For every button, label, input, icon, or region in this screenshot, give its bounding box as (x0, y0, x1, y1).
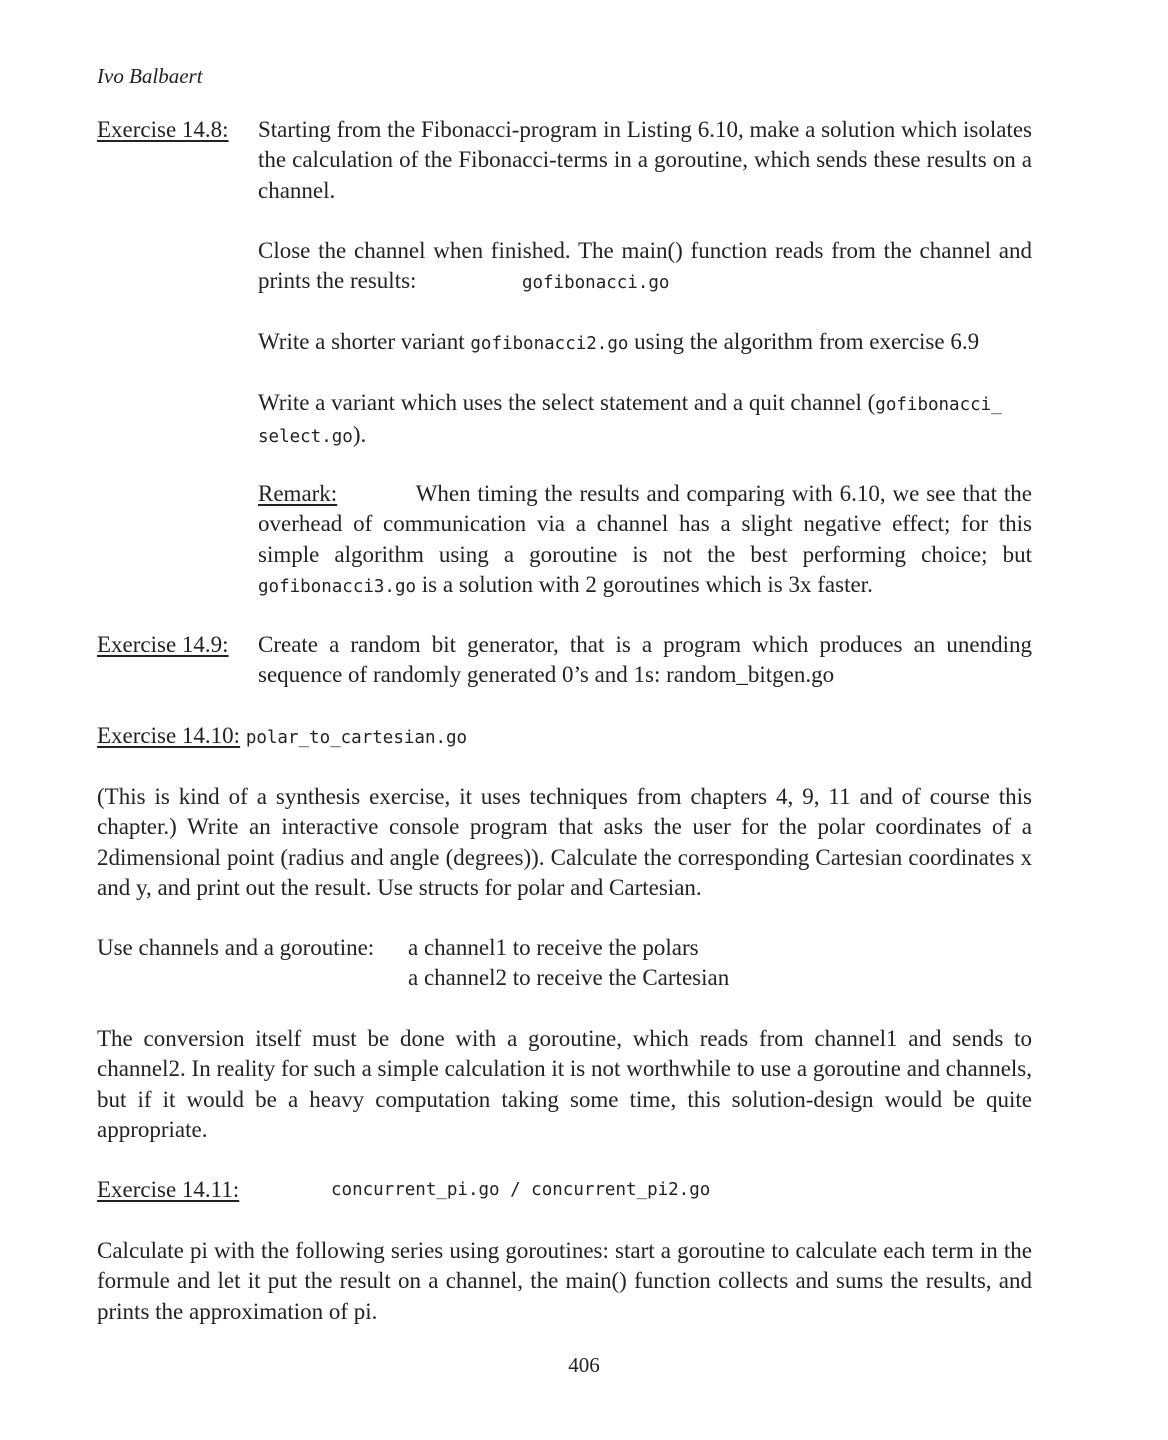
exercise-14-8-intro: Starting from the Fibonacci-program in Listing 6.10, make a solution which isolates the calculation of the Fibonacci-terms in a goroutine, which sends these results on a channel. (258, 117, 1032, 203)
shorter-variant-text: Write a shorter variant (258, 329, 465, 354)
gofibonacci-select-filename-part2: select.go (258, 427, 353, 448)
channels-label: Use channels and a goroutine: (97, 935, 375, 960)
exercise-14-8-shorter-variant (258, 327, 1032, 359)
exercise-14-8-select-variant (258, 388, 1032, 453)
exercise-14-10-conversion-note: The conversion itself must be done with a goroutine, which reads from channel1 and sends to channel2. In reality for such a simple calculation it is not worthwhile to use a goroutine and channels, but if it would be a heavy computation taking some time, this solution-design would be quite appropriate. (97, 1026, 1032, 1143)
exercise-14-8-close-channel (258, 236, 1032, 299)
polar-to-cartesian-filename: polar_to_cartesian.go (245, 728, 468, 748)
exercise-14-8-remark (258, 479, 1032, 603)
exercise-14-10-heading (97, 721, 1032, 753)
gofibonacci-select-filename-part1: gofibonacci_ (875, 395, 1002, 415)
exercise-14-10-label: Exercise 14.10: (97, 723, 241, 748)
gofibonacci-filename: gofibonacci.go (521, 273, 670, 294)
page-number: 406 (568, 1353, 600, 1377)
shorter-variant-rest: using the algorithm from exercise 6.9 (634, 329, 980, 354)
exercise-14-9-text: Create a random bit generator, that is a program which produces an unending sequence of randomly generated 0’s and 1s: random_bitgen.go (258, 632, 1032, 688)
remark-conclusion: is a solution with 2 goroutines which is 3x faster. (421, 572, 873, 598)
exercise-14-8-label: Exercise 14.8: (97, 117, 229, 142)
exercise-14-11-description: Calculate pi with the following series using goroutines: start a goroutine to calculate each term in the formule and let it put the result on a channel, the main() function collects and sums the results, and prints the approximation of pi. (97, 1238, 1032, 1324)
select-variant-text: Write a variant which uses the select statement and a quit channel ( (258, 390, 876, 415)
channel1-description: a channel1 to receive the polars (408, 935, 699, 960)
concurrent-pi-filenames: concurrent_pi.go / concurrent_pi2.go (331, 1180, 711, 1200)
remark-label: Remark: (258, 481, 338, 506)
exercise-14-9-label: Exercise 14.9: (97, 632, 229, 657)
gofibonacci3-filename: gofibonacci3.go (258, 577, 417, 598)
remark-text: When timing the results and comparing with 6.10, we see that the overhead of communication via a channel has a slight negative effect; for this simple algorithm using a goroutine is not the best performing choice; but (258, 481, 1032, 567)
exercise-14-11-label: Exercise 14.11: (97, 1177, 240, 1202)
running-header-author: Ivo Balbaert (97, 64, 203, 88)
select-variant-closing: ). (352, 422, 367, 448)
exercise-14-10-description: (This is kind of a synthesis exercise, it uses techniques from chapters 4, 9, 11 and of course this chapter.) Write an interactive console program that asks the user for the polar coordinates of a 2dimensional point (radius and angle (degrees)). Calculate the corresponding Cartesian coordinates x and y, and print out the result. Use structs for polar and Cartesian. (97, 784, 1032, 901)
close-channel-text: Close the channel when finished. The main() function reads from the channel and prints the results: (258, 238, 1032, 294)
channel2-description: a channel2 to receive the Cartesian (408, 965, 730, 990)
gofibonacci2-filename: gofibonacci2.go (470, 334, 629, 354)
